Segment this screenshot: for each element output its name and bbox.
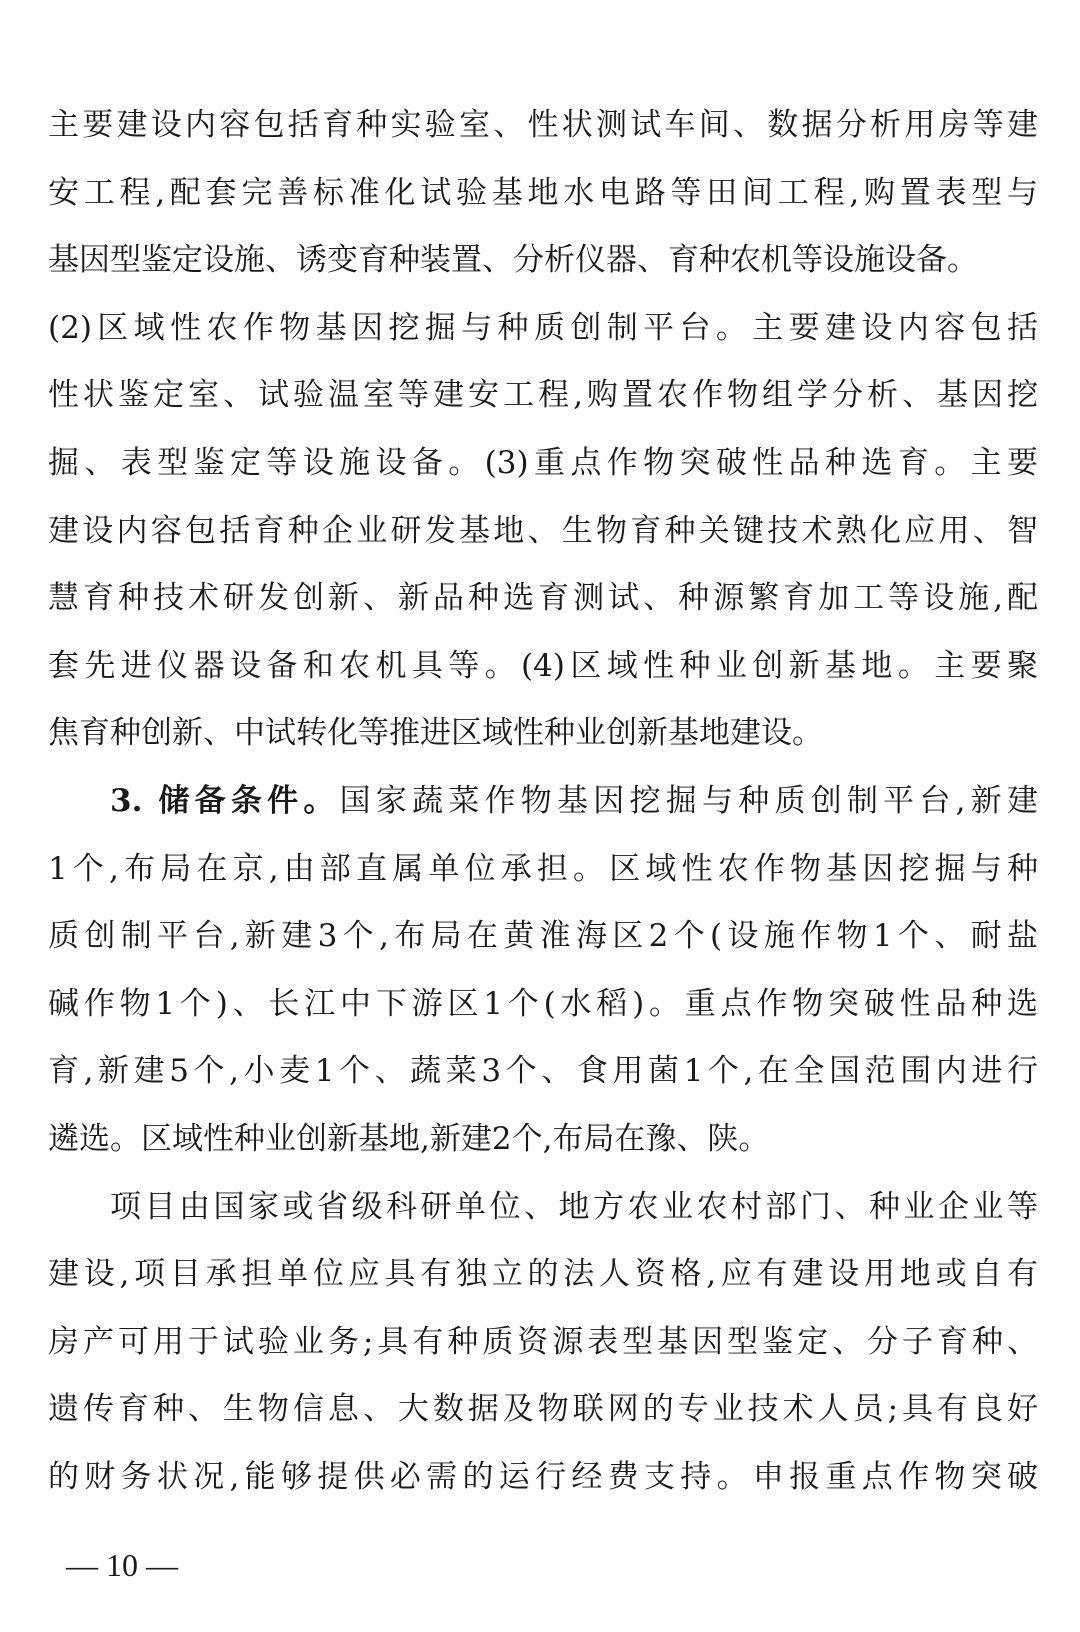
page-number: — 10 — <box>66 1547 178 1583</box>
text-line <box>48 498 1038 566</box>
text-line <box>48 836 1038 904</box>
text-line <box>48 362 1038 430</box>
text-line <box>48 1174 1038 1242</box>
line-text: 性状鉴定室、试验温室等建安工程,购置农作物组学分析、基因挖 <box>48 377 1038 414</box>
text-line <box>48 1309 1038 1377</box>
line-text: 基因型鉴定设施、诱变育种装置、分析仪器、育种农机等设施设备。 <box>48 242 978 279</box>
line-text: 碱作物1个)、长江中下游区1个(水稻)。重点作物突破性品种选 <box>48 985 1038 1022</box>
text-line <box>48 971 1038 1039</box>
line-text: 安工程,配套完善标准化试验基地水电路等田间工程,购置表型与 <box>48 174 1038 211</box>
body-text <box>48 92 1038 1511</box>
line-text: 国家蔬菜作物基因挖掘与种质创制平台,新建 <box>339 782 1038 819</box>
line-text: 焦育种创新、中试转化等推进区域性种业创新基地建设。 <box>48 715 823 752</box>
line-text: 育,新建5个,小麦1个、蔬菜3个、食用菌1个,在全国范围内进行 <box>48 1053 1038 1090</box>
line-text: 建设,项目承担单位应具有独立的法人资格,应有建设用地或自有 <box>48 1256 1038 1293</box>
text-line <box>48 1241 1038 1309</box>
section-heading: 3. 储备条件。 <box>110 782 340 819</box>
text-line <box>48 1038 1038 1106</box>
line-text: 质创制平台,新建3个,布局在黄淮海区2个(设施作物1个、耐盐 <box>48 918 1038 955</box>
text-line <box>48 1376 1038 1444</box>
line-text: 主要建设内容包括育种实验室、性状测试车间、数据分析用房等建 <box>48 107 1038 143</box>
text-line <box>48 1106 1038 1174</box>
line-text: 遗传育种、生物信息、大数据及物联网的专业技术人员;具有良好 <box>48 1391 1038 1428</box>
line-text: 慧育种技术研发创新、新品种选育测试、种源繁育加工等设施,配 <box>48 580 1038 617</box>
line-text: 项目由国家或省级科研单位、地方农业农村部门、种业企业等 <box>110 1188 1038 1225</box>
text-line <box>48 160 1038 228</box>
text-line <box>48 633 1038 701</box>
line-text: 建设内容包括育种企业研发基地、生物育种关键技术熟化应用、智 <box>48 512 1038 549</box>
text-line <box>48 1444 1038 1512</box>
text-line <box>48 430 1038 498</box>
line-text: 1个,布局在京,由部直属单位承担。区域性农作物基因挖掘与种 <box>48 850 1038 887</box>
text-line <box>48 700 1038 768</box>
line-text: 遴选。区域性种业创新基地,新建2个,布局在豫、陕。 <box>48 1120 770 1157</box>
line-text: 的财务状况,能够提供必需的运行经费支持。申报重点作物突破 <box>48 1458 1038 1495</box>
text-line <box>48 565 1038 633</box>
text-line <box>48 903 1038 971</box>
line-text: 套先进仪器设备和农机具等。(4)区域性种业创新基地。主要聚 <box>48 647 1038 684</box>
line-text: 房产可用于试验业务;具有种质资源表型基因型鉴定、分子育种、 <box>48 1323 1038 1360</box>
text-line <box>48 92 1038 160</box>
text-line <box>48 295 1038 363</box>
text-line <box>48 768 1038 836</box>
line-text: 掘、表型鉴定等设施设备。(3)重点作物突破性品种选育。主要 <box>48 444 1038 481</box>
text-line <box>48 227 1038 295</box>
line-text: (2)区域性农作物基因挖掘与种质创制平台。主要建设内容包括 <box>48 309 1038 346</box>
